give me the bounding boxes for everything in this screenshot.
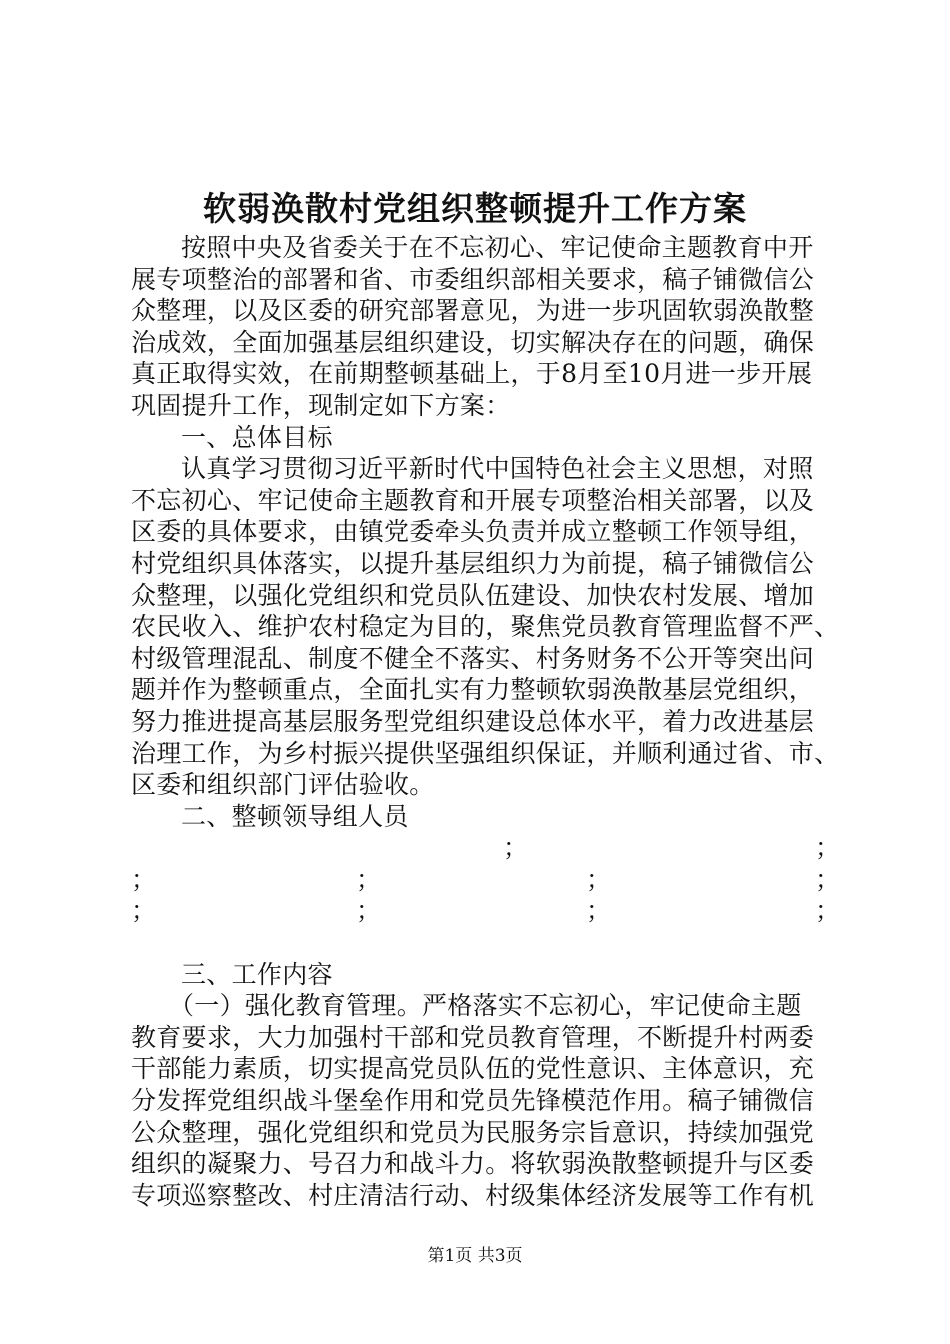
text-line: 治成效，全面加强基层组织建设，切实解决存在的问题，确保: [131, 327, 815, 357]
page-footer: 第1页 共3页: [427, 1246, 523, 1266]
text-line: 展专项整治的部署和省、市委组织部相关要求，稿子铺微信公: [131, 264, 815, 294]
text-line: 巩固提升工作，现制定如下方案：: [131, 390, 511, 420]
separator-mark: ；: [131, 864, 157, 894]
text-line: 组织的凝聚力、号召力和战斗力。将软弱涣散整顿提升与区委: [131, 1149, 815, 1179]
text-line: 区委和组织部门评估验收。: [131, 770, 435, 800]
text-line: 公众整理，强化党组织和党员为民服务宗旨意识，持续加强党: [131, 1117, 815, 1147]
work-paragraph: [131, 990, 831, 1211]
text-line: 教育要求，大力加强村干部和党员教育管理，不断提升村两委: [131, 1022, 815, 1052]
text-line: 分发挥党组织战斗堡垒作用和党员先锋模范作用。稿子铺微信: [131, 1086, 815, 1116]
blank-line: [131, 927, 831, 959]
text-line: 认真学习贯彻习近平新时代中国特色社会主义思想，对照: [181, 454, 814, 484]
text-line: 不忘初心、牢记使命主题教育和开展专项整治相关部署，以及: [131, 485, 815, 515]
document-title: 软弱涣散村党组织整顿提升工作方案: [203, 189, 747, 228]
separator-mark: ；: [586, 864, 612, 894]
text-line: 按照中央及省委关于在不忘初心、牢记使命主题教育中开: [181, 233, 814, 262]
text-line: 农民收入、维护农村稳定为目的，聚焦党员教育管理监督不严、: [131, 612, 840, 642]
section-heading-goals: 一、总体目标: [181, 422, 333, 452]
document-body: [131, 232, 841, 1211]
section-heading-work: 三、工作内容: [181, 959, 333, 989]
separator-mark: ；: [503, 833, 529, 863]
text-line: 众整理，以强化党组织和党员队伍建设、加快农村发展、增加: [131, 580, 815, 610]
text-line: 众整理，以及区委的研究部署意见，为进一步巩固软弱涣散整: [131, 296, 815, 326]
separator-mark: ；: [815, 896, 841, 926]
separator-mark: ；: [131, 896, 157, 926]
separator-mark: ；: [815, 864, 841, 894]
intro-paragraph: [131, 232, 831, 422]
separator-mark: ；: [356, 864, 382, 894]
text-line: 区委的具体要求，由镇党委牵头负责并成立整顿工作领导组，: [131, 517, 815, 547]
text-line: （一）强化教育管理。严格落实不忘初心，牢记使命主题: [169, 991, 802, 1021]
text-line: 村党组织具体落实，以提升基层组织力为前提，稿子铺微信公: [131, 548, 815, 578]
text-line: 干部能力素质，切实提高党员队伍的党性意识、主体意识，充: [131, 1054, 815, 1084]
member-row: [131, 895, 841, 927]
text-line: 治理工作，为乡村振兴提供坚强组织保证，并顺利通过省、市、: [131, 738, 840, 768]
separator-mark: ；: [586, 896, 612, 926]
text-line: 真正取得实效，在前期整顿基础上，于8月至10月进一步开展: [131, 359, 813, 389]
section-heading-leadership: 二、整顿领导组人员: [181, 801, 409, 831]
text-line: 专项巡察整改、村庄清洁行动、村级集体经济发展等工作有机: [131, 1180, 815, 1210]
text-line: 村级管理混乱、制度不健全不落实、村务财务不公开等突出问: [131, 643, 815, 673]
member-row: [131, 864, 841, 896]
separator-mark: ；: [815, 833, 841, 863]
text-line: 努力推进提高基层服务型党组织建设总体水平，着力改进基层: [131, 706, 815, 736]
goals-paragraph: [131, 453, 840, 801]
separator-mark: ；: [356, 896, 382, 926]
member-row: [131, 832, 841, 864]
leadership-member-list: [131, 832, 841, 958]
text-line: 题并作为整顿重点，全面扎实有力整顿软弱涣散基层党组织，: [131, 675, 815, 705]
